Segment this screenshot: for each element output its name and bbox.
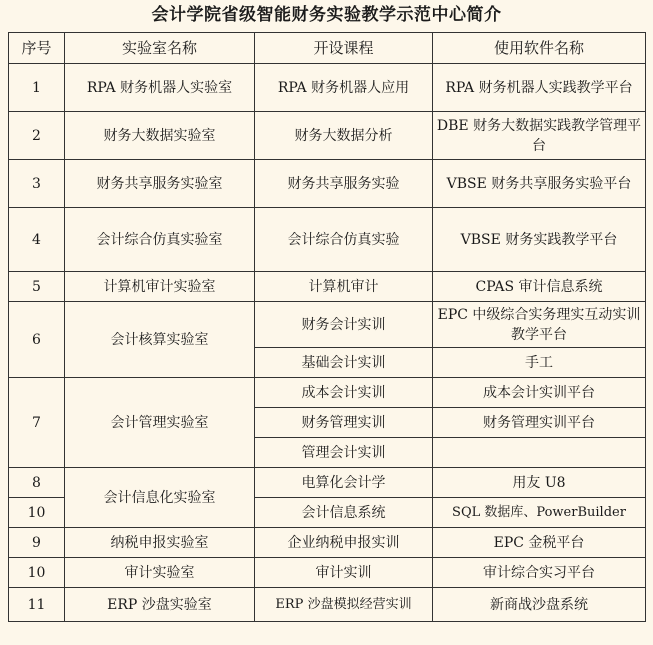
cell-software: VBSE 财务实践教学平台	[433, 208, 646, 272]
cell-course: 电算化会计学	[255, 468, 433, 498]
cell-course: 会计综合仿真实验	[255, 208, 433, 272]
table-row	[9, 558, 646, 588]
cell-course: 基础会计实训	[255, 348, 433, 378]
cell-no: 5	[9, 272, 65, 302]
cell-software: EPC 金税平台	[433, 528, 646, 558]
page-title: 会计学院省级智能财务实验教学示范中心简介	[151, 5, 502, 25]
cell-course: ERP 沙盘模拟经营实训	[255, 588, 433, 622]
cell-lab: 会计信息化实验室	[65, 468, 255, 528]
cell-software: EPC 中级综合实务理实互动实训教学平台	[433, 302, 646, 348]
cell-software: DBE 财务大数据实践教学管理平台	[433, 112, 646, 160]
cell-lab: 财务共享服务实验室	[65, 160, 255, 208]
table-row	[9, 160, 646, 208]
cell-lab: 会计管理实验室	[65, 378, 255, 468]
cell-no: 6	[9, 302, 65, 378]
cell-software	[433, 438, 646, 468]
cell-no: 10	[9, 498, 65, 528]
cell-lab: 审计实验室	[65, 558, 255, 588]
cell-software: 新商战沙盘系统	[433, 588, 646, 622]
cell-course: 财务共享服务实验	[255, 160, 433, 208]
cell-lab: ERP 沙盘实验室	[65, 588, 255, 622]
cell-no: 8	[9, 468, 65, 498]
cell-no: 2	[9, 112, 65, 160]
cell-software: RPA 财务机器人实践教学平台	[433, 64, 646, 112]
cell-software: 手工	[433, 348, 646, 378]
cell-lab: 会计综合仿真实验室	[65, 208, 255, 272]
header-lab: 实验室名称	[65, 33, 255, 64]
table-row	[9, 378, 646, 408]
header-course: 开设课程	[255, 33, 433, 64]
cell-software: CPAS 审计信息系统	[433, 272, 646, 302]
cell-no: 1	[9, 64, 65, 112]
cell-no: 7	[9, 378, 65, 468]
cell-course: 会计信息系统	[255, 498, 433, 528]
cell-course: 财务会计实训	[255, 302, 433, 348]
cell-software: 财务管理实训平台	[433, 408, 646, 438]
table-row	[9, 468, 646, 498]
cell-course: 成本会计实训	[255, 378, 433, 408]
header-software: 使用软件名称	[433, 33, 646, 64]
header-no: 序号	[9, 33, 65, 64]
cell-course: 管理会计实训	[255, 438, 433, 468]
cell-lab: 纳税申报实验室	[65, 528, 255, 558]
cell-software: VBSE 财务共享服务实验平台	[433, 160, 646, 208]
table-row	[9, 588, 646, 622]
cell-no: 9	[9, 528, 65, 558]
cell-software: SQL 数据库、PowerBuilder	[433, 498, 646, 528]
cell-lab: 财务大数据实验室	[65, 112, 255, 160]
cell-no: 4	[9, 208, 65, 272]
cell-software: 成本会计实训平台	[433, 378, 646, 408]
cell-no: 11	[9, 588, 65, 622]
table-row	[9, 528, 646, 558]
cell-software: 审计综合实习平台	[433, 558, 646, 588]
cell-course: RPA 财务机器人应用	[255, 64, 433, 112]
header-row	[9, 33, 646, 64]
cell-no: 3	[9, 160, 65, 208]
cell-course: 计算机审计	[255, 272, 433, 302]
cell-no: 10	[9, 558, 65, 588]
table-row	[9, 208, 646, 272]
lab-table	[8, 32, 646, 622]
cell-lab: 会计核算实验室	[65, 302, 255, 378]
table-row	[9, 64, 646, 112]
cell-lab: 计算机审计实验室	[65, 272, 255, 302]
cell-course: 财务管理实训	[255, 408, 433, 438]
cell-course: 财务大数据分析	[255, 112, 433, 160]
cell-lab: RPA 财务机器人实验室	[65, 64, 255, 112]
cell-course: 审计实训	[255, 558, 433, 588]
cell-course: 企业纳税申报实训	[255, 528, 433, 558]
cell-software: 用友 U8	[433, 468, 646, 498]
table-row	[9, 272, 646, 302]
table-row	[9, 302, 646, 348]
table-row	[9, 112, 646, 160]
